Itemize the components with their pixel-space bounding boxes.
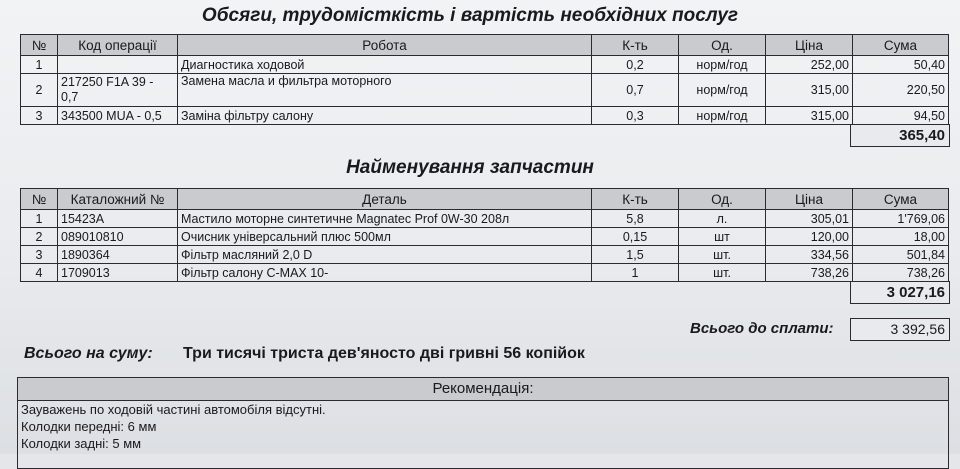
col-header-price: Ціна (766, 35, 853, 56)
row-sum: 738,26 (853, 264, 949, 282)
row-work: Заміна фільтру салону (178, 107, 592, 125)
parts-total: 3 027,16 (850, 281, 950, 304)
row-sum: 50,40 (853, 56, 949, 74)
col-header-sum: Сума (853, 189, 949, 210)
row-code (58, 56, 178, 74)
row-sum: 18,00 (853, 228, 949, 246)
row-part: Очисник універсальний плюс 500мл (178, 228, 592, 246)
row-unit: шт (679, 228, 766, 246)
table-row (21, 264, 949, 282)
row-unit: л. (679, 210, 766, 228)
col-header-code: Код операції (58, 35, 178, 56)
row-price: 305,01 (766, 210, 853, 228)
col-header-part: Деталь (178, 189, 592, 210)
services-total: 365,40 (850, 124, 950, 147)
row-unit: норм/год (679, 107, 766, 125)
services-header-row (21, 35, 949, 56)
table-row (21, 210, 949, 228)
col-header-no: № (21, 189, 58, 210)
payment-value: 3 392,56 (850, 318, 950, 341)
row-qty: 1,5 (592, 246, 679, 264)
row-qty: 0,2 (592, 56, 679, 74)
recommendation-line: Зауважень по ходовій частині автомобіля відсутні. (21, 402, 326, 417)
row-code: 217250 F1A 39 - 0,7 (58, 74, 178, 107)
row-part: Фільтр масляний 2,0 D (178, 246, 592, 264)
row-qty: 0,15 (592, 228, 679, 246)
row-part: Фільтр салону C-MAX 10- (178, 264, 592, 282)
row-no: 1 (21, 210, 58, 228)
row-code: 343500 MUA - 0,5 (58, 107, 178, 125)
table-row (21, 107, 949, 125)
row-unit: шт. (679, 246, 766, 264)
row-unit: норм/год (679, 74, 766, 107)
row-sum: 94,50 (853, 107, 949, 125)
col-header-unit: Од. (679, 189, 766, 210)
row-unit: шт. (679, 264, 766, 282)
col-header-work: Робота (178, 35, 592, 56)
row-unit: норм/год (679, 56, 766, 74)
parts-header-row (21, 189, 949, 210)
services-title: Обсяги, трудомісткість і вартість необхідних послуг (201, 5, 739, 26)
row-price: 334,56 (766, 246, 853, 264)
row-no: 3 (21, 107, 58, 125)
row-no: 2 (21, 74, 58, 107)
row-work: Диагностика ходовой (178, 56, 592, 74)
row-price: 120,00 (766, 228, 853, 246)
table-row (21, 228, 949, 246)
col-header-no: № (21, 35, 58, 56)
row-sum: 220,50 (853, 74, 949, 107)
row-sum: 501,84 (853, 246, 949, 264)
row-no: 1 (21, 56, 58, 74)
row-part: Мастило моторне синтетичне Magnatec Prof 0W-30 208л (178, 210, 592, 228)
parts-title: Найменування запчастин (346, 157, 594, 178)
services-table (20, 34, 949, 125)
col-header-catalog: Каталожний № (58, 189, 178, 210)
row-price: 252,00 (766, 56, 853, 74)
row-qty: 1 (592, 264, 679, 282)
col-header-qty: К-ть (592, 189, 679, 210)
row-price: 738,26 (766, 264, 853, 282)
recommendation-line: Колодки задні: 5 мм (21, 436, 142, 451)
sum-in-words-text: Три тисячі триста дев'яносто дві гривні 56 копійок (183, 345, 585, 362)
row-catalog: 15423A (58, 210, 178, 228)
row-no: 2 (21, 228, 58, 246)
col-header-sum: Сума (853, 35, 949, 56)
row-catalog: 1890364 (58, 246, 178, 264)
row-work: Замена масла и фильтра моторного (178, 74, 592, 107)
row-sum: 1'769,06 (853, 210, 949, 228)
row-qty: 0,7 (592, 74, 679, 107)
recommendation-title: Рекомендація: (18, 378, 948, 401)
row-price: 315,00 (766, 74, 853, 107)
col-header-price: Ціна (766, 189, 853, 210)
table-row (21, 74, 949, 107)
col-header-unit: Од. (679, 35, 766, 56)
row-price: 315,00 (766, 107, 853, 125)
sum-in-words-label: Всього на суму: (24, 345, 153, 362)
row-qty: 0,3 (592, 107, 679, 125)
parts-table (20, 188, 949, 282)
row-catalog: 1709013 (58, 264, 178, 282)
row-qty: 5,8 (592, 210, 679, 228)
row-catalog: 089010810 (58, 228, 178, 246)
recommendation-box (17, 377, 949, 469)
table-row (21, 246, 949, 264)
row-no: 4 (21, 264, 58, 282)
row-no: 3 (21, 246, 58, 264)
payment-label: Всього до сплати: (690, 320, 834, 337)
col-header-qty: К-ть (592, 35, 679, 56)
recommendation-line: Колодки передні: 6 мм (21, 419, 157, 434)
table-row (21, 56, 949, 74)
